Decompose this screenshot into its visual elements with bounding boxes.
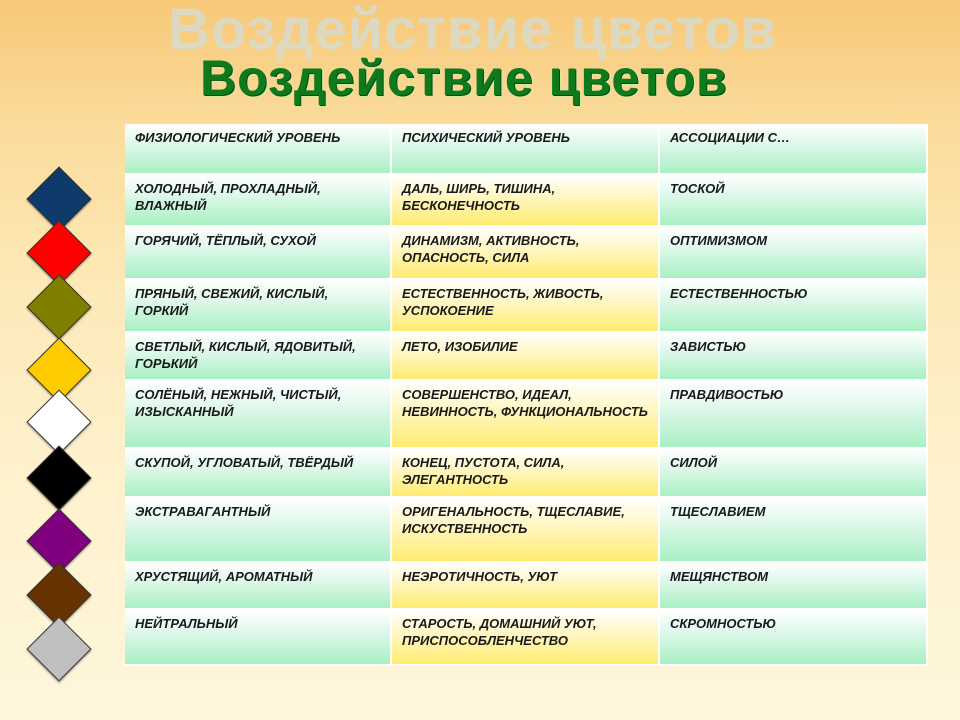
cell-psychological: ДАЛЬ, ШИРЬ, ТИШИНА, БЕСКОНЕЧНОСТЬ (391, 174, 659, 226)
slide-title: Воздействие цветов (200, 50, 728, 106)
cell-physiological: ХРУСТЯЩИЙ, АРОМАТНЫЙ (125, 562, 391, 609)
cell-physiological: ПРЯНЫЙ, СВЕЖИЙ, КИСЛЫЙ, ГОРКИЙ (125, 279, 391, 332)
color-effects-table (125, 124, 928, 666)
cell-physiological: ЭКСТРАВАГАНТНЫЙ (125, 497, 391, 562)
cell-association: ЕСТЕСТВЕННОСТЬЮ (659, 279, 927, 332)
header-associations: АССОЦИАЦИИ С… (659, 124, 927, 174)
table-row (125, 562, 927, 609)
table-row (125, 279, 927, 332)
header-physiological: ФИЗИОЛОГИЧЕСКИЙ УРОВЕНЬ (125, 124, 391, 174)
cell-psychological: ДИНАМИЗМ, АКТИВНОСТЬ, ОПАСНОСТЬ, СИЛА (391, 226, 659, 279)
swatch-gray (26, 616, 91, 681)
slide-title-shadow: Воздействие цветов (168, 0, 778, 62)
cell-association: ТОСКОЙ (659, 174, 927, 226)
cell-psychological: СОВЕРШЕНСТВО, ИДЕАЛ, НЕВИННОСТЬ, ФУНКЦИОНАЛЬНОСТЬ (391, 380, 659, 448)
cell-physiological: ХОЛОДНЫЙ, ПРОХЛАДНЫЙ, ВЛАЖНЫЙ (125, 174, 391, 226)
cell-physiological: СОЛЁНЫЙ, НЕЖНЫЙ, ЧИСТЫЙ, ИЗЫСКАННЫЙ (125, 380, 391, 448)
table-row (125, 380, 927, 448)
cell-association: СИЛОЙ (659, 448, 927, 497)
swatch-black (26, 445, 91, 510)
cell-psychological: НЕЭРОТИЧНОСТЬ, УЮТ (391, 562, 659, 609)
cell-physiological: СВЕТЛЫЙ, КИСЛЫЙ, ЯДОВИТЫЙ, ГОРЬКИЙ (125, 332, 391, 380)
table-row (125, 332, 927, 380)
table-row (125, 448, 927, 497)
header-psychological: ПСИХИЧЕСКИЙ УРОВЕНЬ (391, 124, 659, 174)
table-row (125, 226, 927, 279)
cell-association: ТЩЕСЛАВИЕМ (659, 497, 927, 562)
cell-physiological: НЕЙТРАЛЬНЫЙ (125, 609, 391, 665)
cell-association: СКРОМНОСТЬЮ (659, 609, 927, 665)
cell-psychological: ЛЕТО, ИЗОБИЛИЕ (391, 332, 659, 380)
cell-physiological: СКУПОЙ, УГЛОВАТЫЙ, ТВЁРДЫЙ (125, 448, 391, 497)
cell-psychological: ЕСТЕСТВЕННОСТЬ, ЖИВОСТЬ, УСПОКОЕНИЕ (391, 279, 659, 332)
table-row (125, 609, 927, 665)
table-row (125, 497, 927, 562)
cell-association: ОПТИМИЗМОМ (659, 226, 927, 279)
cell-association: ПРАВДИВОСТЬЮ (659, 380, 927, 448)
cell-association: МЕЩЯНСТВОМ (659, 562, 927, 609)
cell-physiological: ГОРЯЧИЙ, ТЁПЛЫЙ, СУХОЙ (125, 226, 391, 279)
cell-psychological: ОРИГЕНАЛЬНОСТЬ, ТЩЕСЛАВИЕ, ИСКУСТВЕННОСТЬ (391, 497, 659, 562)
cell-psychological: СТАРОСТЬ, ДОМАШНИЙ УЮТ, ПРИСПОСОБЛЕНЧЕСТВО (391, 609, 659, 665)
table-row (125, 174, 927, 226)
cell-association: ЗАВИСТЬЮ (659, 332, 927, 380)
swatch-olive (26, 274, 91, 339)
cell-psychological: КОНЕЦ, ПУСТОТА, СИЛА, ЭЛЕГАНТНОСТЬ (391, 448, 659, 497)
table-header-row (125, 124, 927, 174)
